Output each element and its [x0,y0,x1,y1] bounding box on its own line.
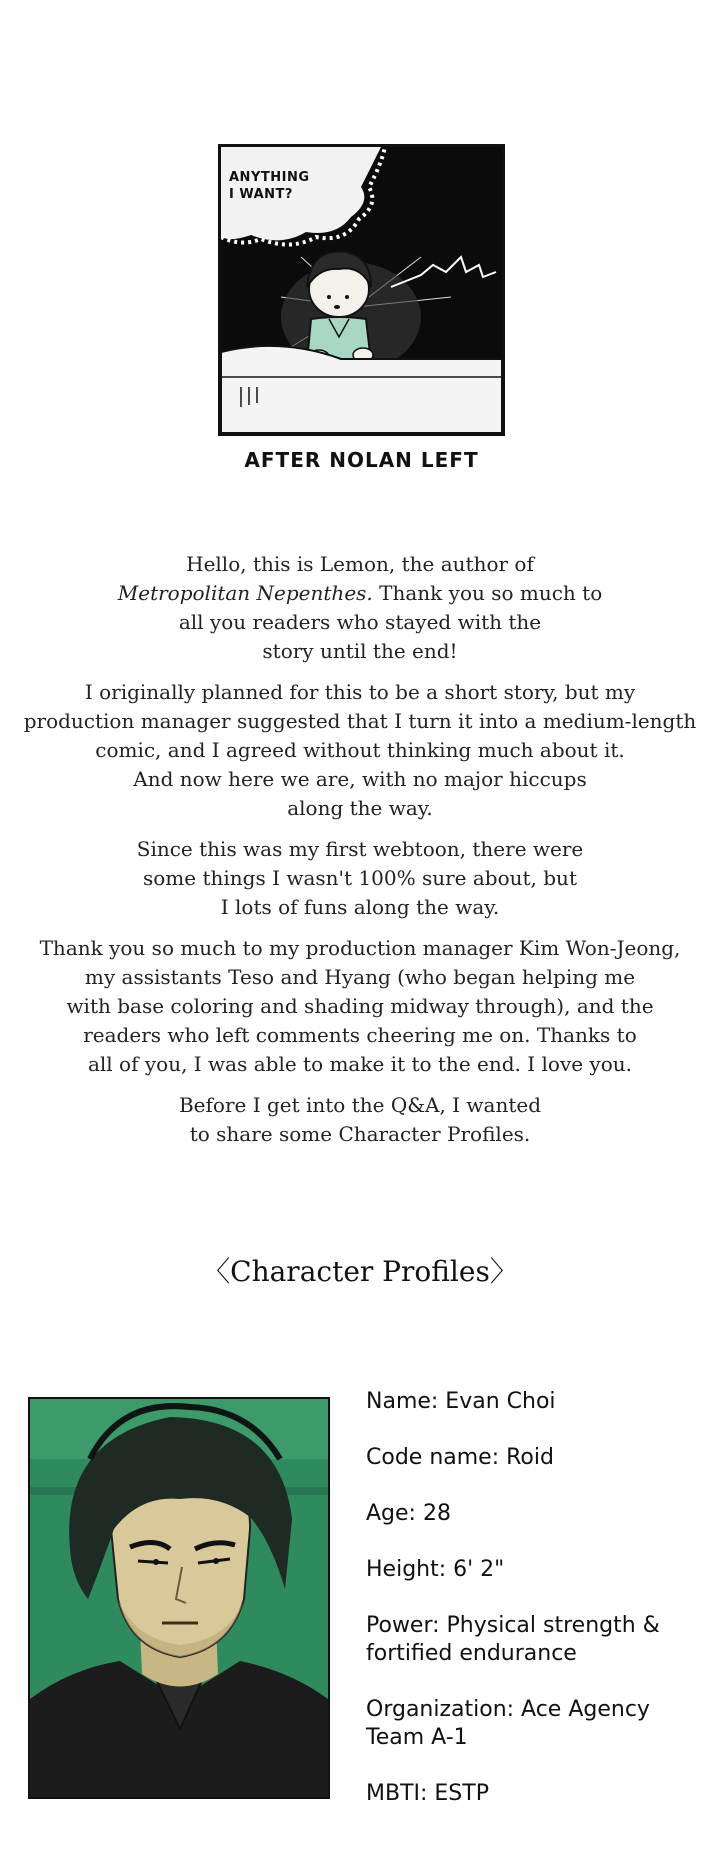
profile-name-text: Name: Evan Choi [366,1389,556,1414]
speech-line: ANYTHING [229,170,310,185]
portrait-illustration [30,1399,328,1797]
note-line: along the way. [287,796,433,820]
profile-power [366,1612,706,1668]
profile-height-text: Height: 6' 2" [366,1557,505,1582]
profile-power-line: fortified endurance [366,1641,577,1666]
note-line: Hello, this is Lemon, the author of [186,552,534,576]
note-line: comic, and I agreed without thinking much about it. [95,738,625,762]
profile-power-line: Power: Physical strength & [366,1613,660,1638]
speech-bubble-text [229,169,310,203]
series-title: Metropolitan Nepenthes. [117,581,373,605]
note-line: some things I wasn't 100% sure about, but [143,866,577,890]
comic-panel [218,144,505,436]
note-paragraph [20,934,700,1079]
note-line: to share some Character Profiles. [189,1122,531,1146]
note-line: I originally planned for this to be a short story, but my [84,680,636,704]
profile-code-name-text: Code name: Roid [366,1445,554,1470]
note-paragraph [20,1091,700,1149]
character-profile [366,1388,706,1836]
note-paragraph [20,835,700,922]
note-line: Before I get into the Q&A, I wanted [178,1093,542,1117]
profile-name [366,1388,706,1416]
profile-organization-line: Team A-1 [366,1725,468,1750]
note-line: with base coloring and shading midway through), and the [66,994,654,1018]
note-line: all of you, I was able to make it to the end. I love you. [87,1052,633,1076]
note-line: all you readers who stayed with the [178,610,542,634]
profile-age-text: Age: 28 [366,1501,451,1526]
note-line-tail: Thank you so much to [372,581,603,605]
section-title: 〈Character Profiles〉 [202,1255,518,1288]
note-line: I lots of funs along the way. [220,895,500,919]
profile-height [366,1556,706,1584]
note-paragraph [20,678,700,823]
note-line: story until the end! [262,639,458,663]
note-paragraph [20,550,700,666]
note-line: production manager suggested that I turn it into a medium-length [23,709,697,733]
profile-organization-line: Organization: Ace Agency [366,1697,650,1722]
profile-mbti-text: MBTI: ESTP [366,1781,489,1806]
panel-caption: AFTER NOLAN LEFT [244,448,479,472]
note-line: my assistants Teso and Hyang (who began helping me [84,965,636,989]
speech-line: I WANT? [229,187,293,202]
character-portrait [28,1397,330,1799]
profile-organization [366,1696,706,1752]
note-line: Since this was my first webtoon, there were [136,837,584,861]
profile-mbti [366,1780,706,1808]
author-note [20,550,700,1161]
profile-age [366,1500,706,1528]
note-line: And now here we are, with no major hiccups [133,767,587,791]
note-line [20,579,700,608]
profile-code-name [366,1444,706,1472]
note-line: readers who left comments cheering me on. Thanks to [83,1023,637,1047]
note-line: Thank you so much to my production manager Kim Won-Jeong, [39,936,681,960]
